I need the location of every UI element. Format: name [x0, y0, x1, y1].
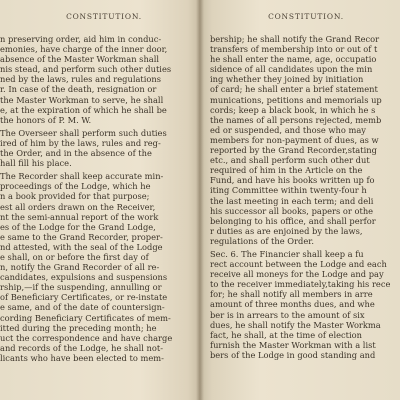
text-line: the names of all persons rejected, memb	[210, 114, 382, 125]
text-line: The Overseer shall perform such duties	[0, 127, 167, 138]
text-line: nis stead, and perform such other duties	[0, 64, 172, 75]
text-line: to the receiver immediately,taking his rece	[210, 279, 391, 290]
text-line: Sec. 6. The Financier shall keep a fu	[210, 248, 364, 259]
text-line: r. In case of the death, resignation or	[0, 84, 157, 95]
text-line: for; he shall notify all members in arre	[210, 289, 373, 300]
text-line: es of the Lodge for the Grand Lodge,	[0, 221, 156, 232]
text-line: hall fill his place.	[0, 158, 72, 169]
text-line: reported by the Grand Recorder,stating	[210, 145, 377, 156]
text-line: nt the semi-annual report of the work	[0, 211, 159, 222]
text-line: transfers of membership into or out of t	[210, 44, 378, 55]
text-line: itted during the preceding month; he	[0, 322, 157, 333]
left-page-text	[0, 34, 190, 363]
text-line: ned by the laws, rules and regulations	[0, 74, 162, 85]
text-line: sidence of all candidates upon the min	[210, 64, 373, 75]
right-page-text	[210, 34, 400, 360]
text-line: bership; he shall notify the Grand Recor	[210, 34, 380, 44]
text-line: ired of him by the laws, rules and reg-	[0, 137, 161, 148]
text-line: regulations of the Order.	[210, 235, 314, 246]
text-line: furnish the Master Workman with a list	[210, 339, 376, 350]
text-line: absence of the Master Workman shall	[0, 54, 160, 65]
text-line: the last meeting in each term; and deli	[210, 195, 374, 206]
text-line: e same to the Grand Recorder, proper-	[0, 231, 163, 242]
text-line: of card; he shall enter a brief statement	[210, 84, 378, 95]
text-line: rect account between the Lodge and each	[210, 259, 387, 270]
text-line: The Recorder shall keep accurate min-	[0, 171, 164, 182]
text-line: n a book provided for that purpose;	[0, 191, 150, 202]
text-line: iting Committee within twenty-four h	[210, 185, 367, 196]
text-line: e shall, on or before the first day of	[0, 251, 149, 262]
text-line: amount of three months dues, and whe	[210, 299, 375, 310]
text-line: emonies, have charge of the inner door,	[0, 44, 168, 55]
text-line: of Beneficiary Certificates, or re-instate	[0, 292, 168, 303]
text-line: belonging to his office, and shall perfor	[210, 215, 376, 226]
text-line: n, notify the Grand Recorder of all re-	[0, 262, 160, 273]
text-line: est all orders drawn on the Receiver,	[0, 201, 156, 212]
text-line: ber is in arrears to the amount of six	[210, 309, 365, 320]
text-line: members for non-payment of dues, as w	[210, 134, 379, 145]
text-line: cords; keep a black book, in which he s	[210, 104, 376, 115]
text-line: the Order, and in the absence of the	[0, 148, 152, 159]
text-line: and records of the Lodge, he shall not-	[0, 342, 164, 353]
book-gutter	[196, 0, 204, 400]
text-line: etc., and shall perform such other dut	[210, 155, 370, 166]
text-line: uct the correspondence and have charge	[0, 332, 173, 343]
text-line: receive all moneys for the Lodge and pay	[210, 269, 384, 280]
text-line: the Master Workman to serve, he shall	[0, 94, 164, 105]
left-running-head: CONSTITUTION.	[66, 12, 142, 21]
text-line: proceedings of the Lodge, which he	[0, 181, 151, 192]
text-line: r duties as are enjoined by the laws,	[210, 225, 363, 236]
text-line: he shall enter the name, age, occupatio	[210, 54, 377, 65]
text-line: ing whether they joined by initiation	[210, 74, 364, 85]
text-line: nd attested, with the seal of the Lodge	[0, 241, 163, 252]
right-page	[200, 0, 400, 400]
text-line: cording Beneficiary Certificates of mem-	[0, 312, 171, 323]
text-line: e same, and of the date of countersign-	[0, 302, 165, 313]
text-line: licants who have been elected to mem-	[0, 352, 164, 363]
text-line: e, at the expiration of which he shall be	[0, 104, 167, 115]
text-line: n preserving order, aid him in conduc-	[0, 34, 162, 44]
text-line: fact, he shall, at the time of election	[210, 329, 362, 340]
text-line: ed or suspended, and those who may	[210, 124, 366, 135]
text-line: the honors of P. M. W.	[0, 114, 92, 125]
text-line: bers of the Lodge in good standing and	[210, 349, 376, 360]
text-line: Fund, and have his books written up fo	[210, 175, 375, 186]
text-line: rship,—if the suspending, annulling or	[0, 282, 162, 293]
right-running-head: CONSTITUTION.	[268, 12, 344, 21]
text-line: dues, he shall notify the Master Workma	[210, 319, 381, 330]
text-line: candidates, expulsions and suspensions	[0, 272, 168, 283]
text-line: his successor all books, papers or othe	[210, 205, 374, 216]
text-line: required of him in the Article on the	[210, 165, 363, 176]
text-line: munications, petitions and memorials up	[210, 94, 382, 105]
